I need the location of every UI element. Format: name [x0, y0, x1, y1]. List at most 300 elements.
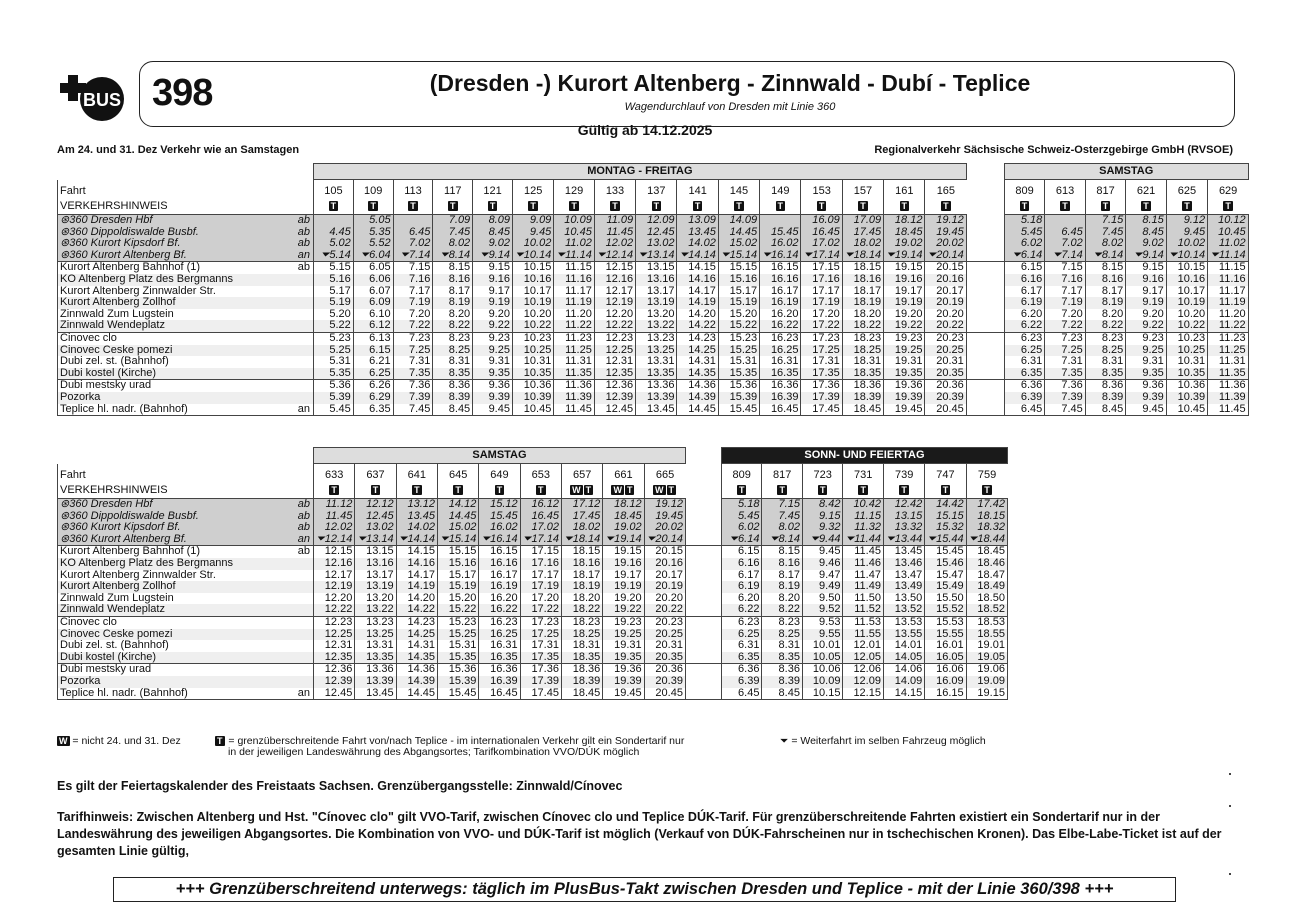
departure-time: 12.36 — [314, 664, 355, 676]
gap — [966, 238, 1004, 250]
departure-time: ⏷15.14 — [437, 534, 478, 546]
departure-time: 10.45 — [1166, 404, 1207, 416]
t-badge-icon: T — [1184, 201, 1190, 211]
departure-time: 17.35 — [801, 368, 842, 380]
departure-time: 13.45 — [396, 511, 437, 523]
departure-time: 10.36 — [1166, 380, 1207, 392]
departure-time: 15.53 — [925, 616, 966, 628]
departure-time: 15.36 — [437, 664, 478, 676]
departure-time: 15.15 — [437, 546, 478, 558]
departure-time: 9.52 — [802, 604, 843, 616]
departure-time: 15.23 — [718, 332, 759, 344]
departure-time: 8.15 — [433, 262, 473, 274]
stop-row — [58, 227, 1249, 239]
departure-time: 7.45 — [1045, 404, 1086, 416]
trip-number: 145 — [718, 180, 759, 199]
gap — [685, 676, 721, 688]
departure-time: 16.39 — [760, 392, 801, 404]
t-badge-icon: T — [984, 485, 990, 495]
departure-time: 19.45 — [603, 688, 644, 700]
departure-time: 10.15 — [802, 688, 843, 700]
stop-row — [58, 534, 1008, 546]
departure-time: 10.06 — [802, 664, 843, 676]
gap — [685, 511, 721, 523]
trip-badge — [925, 482, 966, 499]
stop-row — [58, 558, 1008, 570]
departure-time: 8.25 — [1085, 345, 1126, 357]
trip-number: 149 — [760, 180, 801, 199]
departure-time: 9.22 — [1126, 320, 1167, 332]
stop-ab-an — [284, 309, 314, 321]
gap — [966, 392, 1004, 404]
departure-time: 11.36 — [1208, 380, 1249, 392]
departure-time: 6.02 — [1004, 238, 1045, 250]
departure-time: 10.45 — [1208, 227, 1249, 239]
departure-time: 19.35 — [603, 652, 644, 664]
stop-row — [58, 581, 1008, 593]
trip-number: 141 — [677, 180, 718, 199]
departure-time: 13.39 — [636, 392, 677, 404]
departure-time: 8.19 — [1085, 297, 1126, 309]
departure-time: 9.32 — [802, 522, 843, 534]
departure-time: 18.15 — [966, 511, 1007, 523]
departure-time: 5.45 — [721, 511, 762, 523]
trip-badge — [718, 198, 759, 215]
operator-name: Regionalverkehr Sächsische Schweiz-Osterzgebirge GmbH (RVSOE) — [874, 144, 1233, 156]
trip-badge — [966, 482, 1007, 499]
departure-time: 8.15 — [762, 546, 803, 558]
departure-time: ⏷11.14 — [554, 250, 595, 262]
departure-time: 16.01 — [925, 640, 966, 652]
group-header-row — [58, 164, 1249, 180]
departure-time: 10.19 — [1166, 297, 1207, 309]
departure-time: 9.15 — [1126, 262, 1167, 274]
legend-arrow: ⏷ = Weiterfahrt im selben Fahrzeug möglich — [780, 735, 986, 747]
departure-time: 20.23 — [644, 616, 685, 628]
departure-time: 16.25 — [760, 345, 801, 357]
departure-time: 9.53 — [802, 616, 843, 628]
trip-number: 165 — [925, 180, 966, 199]
departure-time: 12.42 — [883, 499, 924, 511]
departure-time: 9.50 — [802, 593, 843, 605]
departure-time: ⏷9.14 — [473, 250, 513, 262]
departure-time: 13.20 — [355, 593, 396, 605]
departure-time: 6.31 — [1004, 356, 1045, 368]
departure-time: 13.46 — [883, 558, 924, 570]
departure-time: ⏷19.14 — [603, 534, 644, 546]
departure-time: ⏷6.14 — [1004, 250, 1045, 262]
stop-row — [58, 380, 1249, 392]
stop-name: ⊛360 Kurort Kipsdorf Bf. — [58, 522, 284, 534]
departure-time: 13.55 — [883, 629, 924, 641]
departure-time: 14.45 — [396, 688, 437, 700]
departure-time: 10.19 — [512, 297, 553, 309]
departure-time: 8.15 — [1085, 262, 1126, 274]
gap — [966, 368, 1004, 380]
departure-time: ⏷8.14 — [1085, 250, 1126, 262]
departure-time: 8.35 — [1085, 368, 1126, 380]
departure-time: 7.39 — [393, 392, 433, 404]
departure-time: 14.19 — [677, 297, 718, 309]
trip-number: 657 — [561, 464, 602, 483]
stop-name: ⊛360 Dresden Hbf — [58, 499, 284, 511]
departure-time: 8.36 — [1085, 380, 1126, 392]
hinweis-label: VERKEHRSHINWEIS — [58, 482, 314, 499]
trip-number: 109 — [353, 180, 393, 199]
trip-badge — [1045, 198, 1086, 215]
departure-time: 18.45 — [561, 688, 602, 700]
departure-time: 14.17 — [677, 286, 718, 298]
stop-ab-an: ab — [284, 522, 314, 534]
trip-badge — [801, 198, 842, 215]
departure-time: 5.05 — [353, 215, 393, 227]
departure-time: 15.22 — [437, 604, 478, 616]
departure-time: 18.32 — [966, 522, 1007, 534]
departure-time: 11.15 — [554, 262, 595, 274]
departure-time: 11.47 — [843, 570, 884, 582]
departure-time: 6.29 — [353, 392, 393, 404]
stop-name: Kurort Altenberg Bahnhof (1) — [58, 546, 284, 558]
blank-header — [58, 164, 314, 180]
departure-time: 18.31 — [842, 356, 883, 368]
departure-time: 11.45 — [1208, 404, 1249, 416]
departure-time: 19.12 — [925, 215, 966, 227]
departure-time: 13.25 — [355, 629, 396, 641]
departure-time: 16.19 — [760, 297, 801, 309]
departure-time: 5.35 — [314, 368, 354, 380]
departure-time: ⏷18.44 — [966, 534, 1007, 546]
gap — [966, 345, 1004, 357]
departure-time: 19.39 — [603, 676, 644, 688]
departure-time: 12.22 — [314, 604, 355, 616]
gap — [966, 180, 1004, 199]
stop-name: Kurort Altenberg Zollhof — [58, 297, 284, 309]
departure-time: 20.17 — [925, 286, 966, 298]
departure-time: 10.01 — [802, 640, 843, 652]
departure-time: 11.20 — [1208, 309, 1249, 321]
departure-time: 17.25 — [801, 345, 842, 357]
stop-ab-an: ab — [284, 215, 314, 227]
t-badge-icon: T — [653, 201, 660, 211]
departure-time: 6.39 — [1004, 392, 1045, 404]
departure-time: ⏷18.14 — [842, 250, 883, 262]
departure-time: 8.22 — [433, 320, 473, 332]
departure-time: 13.16 — [636, 274, 677, 286]
departure-time: 10.39 — [512, 392, 553, 404]
departure-time: 14.15 — [883, 688, 924, 700]
departure-time: 13.31 — [355, 640, 396, 652]
departure-time: 20.23 — [925, 332, 966, 344]
t-badge-icon: T — [738, 485, 745, 495]
departure-time: 20.20 — [925, 309, 966, 321]
departure-time: 18.39 — [561, 676, 602, 688]
stop-name: ⊛360 Kurort Kipsdorf Bf. — [58, 238, 284, 250]
trip-badge — [1126, 198, 1167, 215]
departure-time: 16.12 — [520, 499, 561, 511]
departure-time: 16.02 — [760, 238, 801, 250]
departure-time: 7.22 — [1045, 320, 1086, 332]
departure-time: 7.02 — [393, 238, 433, 250]
departure-time: ⏷6.04 — [353, 250, 393, 262]
departure-time: 12.45 — [636, 227, 677, 239]
gap — [966, 215, 1004, 227]
departure-time: 17.39 — [801, 392, 842, 404]
departure-time: 18.45 — [603, 511, 644, 523]
departure-time: 14.02 — [677, 238, 718, 250]
w-badge-icon: W — [655, 485, 664, 495]
departure-time: 15.15 — [925, 511, 966, 523]
departure-time: 7.16 — [1045, 274, 1086, 286]
trip-number: 665 — [644, 464, 685, 483]
departure-time: 13.19 — [636, 297, 677, 309]
stop-row — [58, 345, 1249, 357]
t-badge-icon: T — [450, 201, 456, 211]
departure-time: 8.16 — [762, 558, 803, 570]
trip-badge — [355, 482, 396, 499]
departure-time: 18.25 — [561, 629, 602, 641]
departure-time: 17.16 — [520, 558, 561, 570]
departure-time: 13.45 — [636, 404, 677, 416]
departure-time: 10.39 — [1166, 392, 1207, 404]
departure-time: 12.05 — [843, 652, 884, 664]
departure-time: 13.47 — [883, 570, 924, 582]
departure-time: 17.16 — [801, 274, 842, 286]
departure-time: 6.09 — [353, 297, 393, 309]
departure-time: 8.20 — [762, 593, 803, 605]
departure-time: 17.23 — [801, 332, 842, 344]
dot — [1229, 773, 1231, 775]
departure-time: 17.42 — [966, 499, 1007, 511]
departure-time: 11.32 — [843, 522, 884, 534]
departure-time: 20.39 — [644, 676, 685, 688]
departure-time: 19.16 — [603, 558, 644, 570]
stop-name: KO Altenberg Platz des Bergmanns — [58, 558, 284, 570]
departure-time: 14.09 — [718, 215, 759, 227]
departure-time: 5.19 — [314, 297, 354, 309]
day-group-header: SAMSTAG — [314, 448, 686, 464]
departure-time: 8.19 — [433, 297, 473, 309]
stop-name: Cinovec Ceske pomezi — [58, 345, 284, 357]
departure-time: 18.46 — [966, 558, 1007, 570]
departure-time: 6.17 — [1004, 286, 1045, 298]
t-badge-icon: T — [331, 485, 337, 495]
departure-time: 15.39 — [718, 392, 759, 404]
trip-number: 113 — [393, 180, 433, 199]
t-badge-icon: T — [585, 485, 592, 495]
departure-time: 10.35 — [512, 368, 553, 380]
gap — [685, 464, 721, 483]
stop-ab-an — [284, 320, 314, 332]
departure-time: 6.22 — [1004, 320, 1045, 332]
departure-time: 16.22 — [760, 320, 801, 332]
stop-ab-an: ab — [284, 511, 314, 523]
departure-time: 16.16 — [760, 274, 801, 286]
departure-time: 19.05 — [966, 652, 1007, 664]
departure-time: 20.15 — [925, 262, 966, 274]
departure-time: 9.49 — [802, 581, 843, 593]
stop-name: Teplice hl. nadr. (Bahnhof) — [58, 404, 284, 416]
gap — [685, 570, 721, 582]
departure-time: 15.35 — [437, 652, 478, 664]
departure-time: 7.35 — [393, 368, 433, 380]
gap — [966, 332, 1004, 344]
departure-time: 13.31 — [636, 356, 677, 368]
departure-time: 10.09 — [554, 215, 595, 227]
trip-badge — [644, 482, 685, 499]
departure-time: 10.22 — [512, 320, 553, 332]
t-badge-icon: T — [819, 485, 826, 495]
departure-time: 18.20 — [561, 593, 602, 605]
departure-time: 9.19 — [473, 297, 513, 309]
departure-time: 6.31 — [721, 640, 762, 652]
departure-time: 14.05 — [883, 652, 924, 664]
departure-time: 10.25 — [512, 345, 553, 357]
stop-name: Cinovec clo — [58, 616, 284, 628]
departure-time: 7.45 — [1085, 227, 1126, 239]
departure-time: ⏷16.14 — [479, 534, 520, 546]
departure-time: 9.17 — [1126, 286, 1167, 298]
departure-time: 17.12 — [561, 499, 602, 511]
departure-time: 6.35 — [353, 404, 393, 416]
departure-time: 14.45 — [718, 227, 759, 239]
departure-time: 20.35 — [925, 368, 966, 380]
legend-t-2: in der jeweiligen Landeswährung des Abgangsortes; Tarifkombination VVO/DÚK möglich — [228, 746, 640, 758]
trip-badge — [721, 482, 762, 499]
trip-number: 629 — [1208, 180, 1249, 199]
departure-time: 16.15 — [925, 688, 966, 700]
departure-time: 5.45 — [1004, 227, 1045, 239]
trip-number: 625 — [1166, 180, 1207, 199]
trip-number: 731 — [843, 464, 884, 483]
departure-time: 16.09 — [925, 676, 966, 688]
departure-time: 12.23 — [314, 616, 355, 628]
t-badge-icon: T — [860, 201, 866, 211]
stop-ab-an — [284, 664, 314, 676]
departure-time: 15.46 — [925, 558, 966, 570]
departure-time: 19.35 — [884, 368, 925, 380]
departure-time: 13.50 — [883, 593, 924, 605]
departure-time: 6.45 — [1004, 404, 1045, 416]
trip-number: 129 — [554, 180, 595, 199]
departure-time: 8.16 — [1085, 274, 1126, 286]
departure-time: 19.25 — [603, 629, 644, 641]
departure-time: 13.22 — [636, 320, 677, 332]
departure-time: 9.16 — [1126, 274, 1167, 286]
departure-time: 9.45 — [473, 404, 513, 416]
departure-time: 12.35 — [314, 652, 355, 664]
departure-time: 5.18 — [1004, 215, 1045, 227]
departure-time: 19.01 — [966, 640, 1007, 652]
departure-time: ⏷18.14 — [561, 534, 602, 546]
trip-number: 161 — [884, 180, 925, 199]
departure-time: 6.13 — [353, 332, 393, 344]
departure-time: 18.25 — [842, 345, 883, 357]
departure-time: 9.23 — [1126, 332, 1167, 344]
departure-time: ⏷13.14 — [636, 250, 677, 262]
gap — [966, 274, 1004, 286]
trip-badge — [437, 482, 478, 499]
trip-number: 649 — [479, 464, 520, 483]
departure-time: 17.45 — [561, 511, 602, 523]
stop-row — [58, 392, 1249, 404]
departure-time: 12.45 — [355, 511, 396, 523]
departure-time: 7.19 — [1045, 297, 1086, 309]
departure-time: 12.19 — [594, 297, 635, 309]
gap — [966, 320, 1004, 332]
departure-time: 10.35 — [1166, 368, 1207, 380]
departure-time: 15.20 — [437, 593, 478, 605]
departure-time: 19.36 — [884, 380, 925, 392]
stop-row — [58, 309, 1249, 321]
departure-time: 11.36 — [554, 380, 595, 392]
trip-badge — [1166, 198, 1207, 215]
trip-number: 133 — [594, 180, 635, 199]
stop-ab-an — [284, 356, 314, 368]
departure-time: 11.16 — [1208, 274, 1249, 286]
page-subtitle: Wagendurchlauf von Dresden mit Linie 360 — [624, 101, 836, 113]
departure-time: ⏷9.44 — [802, 534, 843, 546]
stop-ab-an — [284, 286, 314, 298]
stop-row — [58, 286, 1249, 298]
t-badge-icon: T — [901, 485, 907, 495]
departure-time: 18.52 — [966, 604, 1007, 616]
departure-time: 13.19 — [355, 581, 396, 593]
departure-time: 7.31 — [1045, 356, 1086, 368]
departure-time: 14.23 — [396, 616, 437, 628]
departure-time: 20.25 — [644, 629, 685, 641]
departure-time: 11.19 — [554, 297, 595, 309]
departure-time: 13.32 — [883, 522, 924, 534]
departure-time: 11.49 — [843, 581, 884, 593]
departure-time: 18.19 — [561, 581, 602, 593]
departure-time: 6.45 — [1045, 227, 1086, 239]
departure-time: 17.19 — [801, 297, 842, 309]
departure-time: 4.45 — [314, 227, 354, 239]
trip-number: 613 — [1045, 180, 1086, 199]
t-badge-icon: T — [538, 485, 544, 495]
departure-time: 20.19 — [644, 581, 685, 593]
departure-time: 6.10 — [353, 309, 393, 321]
departure-time: 11.50 — [843, 593, 884, 605]
w-badge-icon: W — [572, 485, 581, 495]
departure-time: 15.16 — [718, 274, 759, 286]
stop-name: Pozorka — [58, 676, 284, 688]
stop-ab-an — [284, 345, 314, 357]
departure-time: 10.15 — [1166, 262, 1207, 274]
departure-time: 9.45 — [512, 227, 553, 239]
departure-time: 13.15 — [636, 262, 677, 274]
departure-time: 16.17 — [479, 570, 520, 582]
hinweis-row — [58, 198, 1249, 215]
departure-time: 9.39 — [473, 392, 513, 404]
departure-time: 20.19 — [925, 297, 966, 309]
departure-time: 6.36 — [721, 664, 762, 676]
hinweis-row — [58, 482, 1008, 499]
departure-time: 19.17 — [884, 286, 925, 298]
departure-time: 9.35 — [1126, 368, 1167, 380]
departure-time: 19.19 — [884, 297, 925, 309]
departure-time: 9.20 — [1126, 309, 1167, 321]
departure-time: 15.31 — [718, 356, 759, 368]
stop-name: Dubi mestsky urad — [58, 380, 284, 392]
departure-time: 13.16 — [355, 558, 396, 570]
gap — [685, 688, 721, 700]
stop-row — [58, 404, 1249, 416]
departure-time: 18.36 — [842, 380, 883, 392]
departure-time: 17.31 — [801, 356, 842, 368]
departure-time: 19.36 — [603, 664, 644, 676]
departure-time: 8.09 — [473, 215, 513, 227]
